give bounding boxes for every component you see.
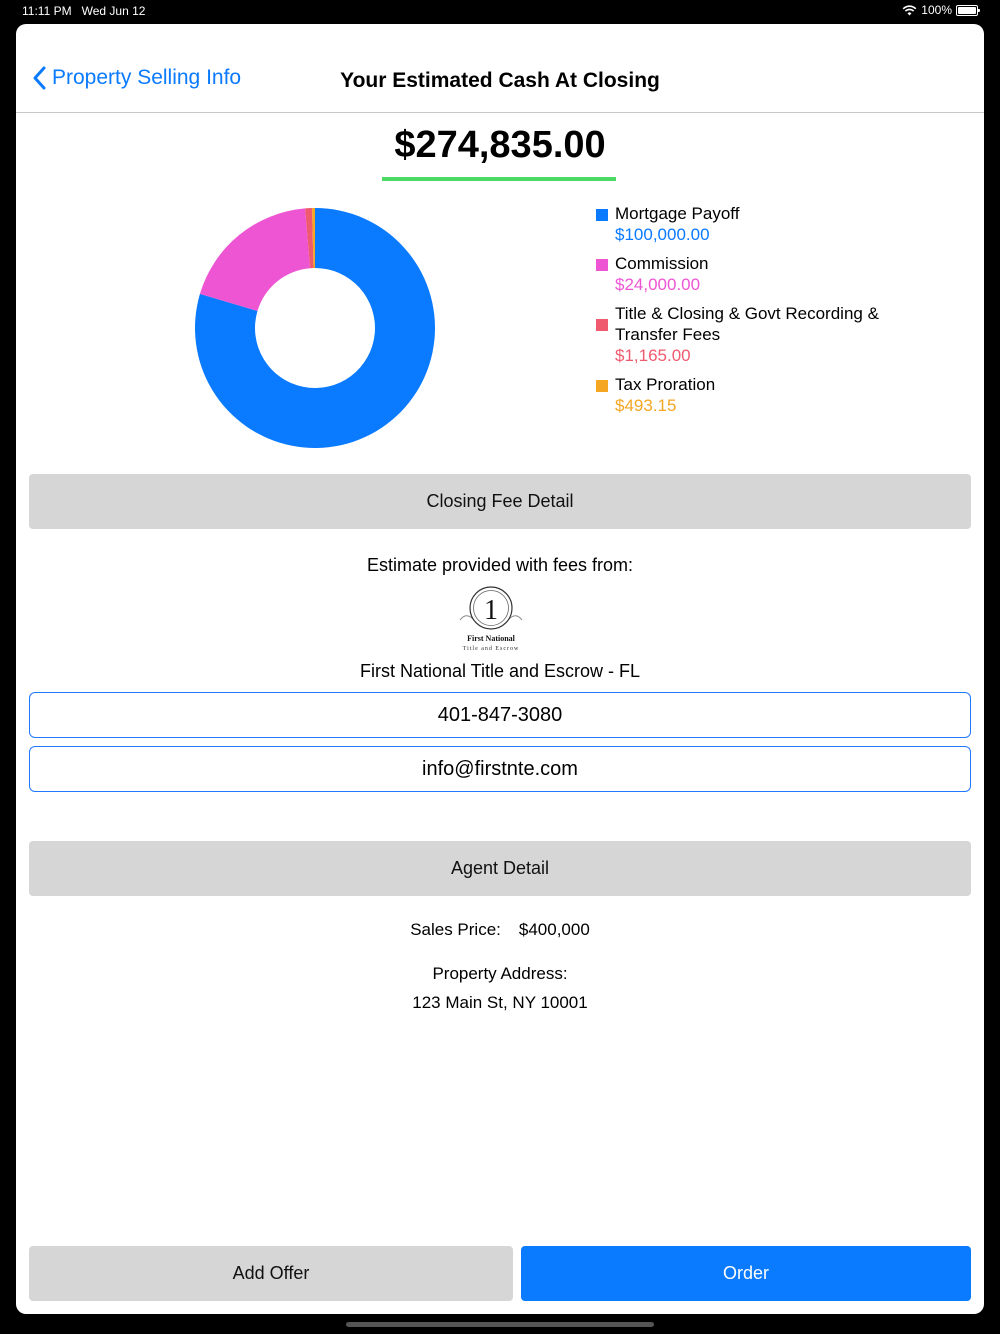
company-logo-graphic: [446, 584, 536, 654]
phone-field[interactable]: 401-847-3080: [29, 692, 971, 738]
legend-value: $493.15: [615, 396, 677, 415]
legend-item-mortgage-payoff: [594, 203, 934, 245]
legend-value: $1,165.00: [615, 346, 691, 365]
donut-chart: [194, 207, 436, 449]
legend-label: Commission: [615, 254, 709, 273]
legend-item-title-closing-fees: [594, 303, 934, 366]
closing-fee-detail-button[interactable]: Closing Fee Detail: [29, 474, 971, 529]
legend-item-commission: [594, 253, 934, 295]
legend-swatch: [596, 319, 608, 331]
amount-underline: [382, 177, 616, 181]
chart-legend: [594, 203, 934, 424]
sales-price-label: Sales Price:: [410, 920, 501, 939]
status-bar: [0, 0, 1000, 22]
battery-percent: 100%: [921, 3, 952, 17]
sales-price-value: $400,000: [518, 920, 590, 939]
order-button[interactable]: Order: [521, 1246, 971, 1301]
legend-value: $100,000.00: [615, 225, 710, 244]
svg-text:1: 1: [484, 595, 498, 626]
agent-detail-button[interactable]: Agent Detail: [29, 841, 971, 896]
navigation-bar: [16, 24, 984, 113]
estimate-provided-text: Estimate provided with fees from:: [366, 555, 634, 575]
property-address-label: Property Address:: [432, 964, 568, 983]
email-field[interactable]: info@firstnte.com: [29, 746, 971, 792]
page-title: Your Estimated Cash At Closing: [340, 69, 660, 92]
property-address-value: 123 Main St, NY 10001: [412, 993, 588, 1012]
logo-wordmark-line2: Title and Escrow: [462, 646, 520, 652]
legend-label: Title & Closing & Govt Recording & Transfer Fees: [615, 304, 879, 344]
sales-price-row: [16, 920, 984, 940]
legend-swatch: [596, 380, 608, 392]
legend-item-tax-proration: [594, 374, 934, 416]
legend-label: Mortgage Payoff: [615, 204, 740, 223]
donut-slice-commission: [200, 208, 310, 311]
wifi-icon: [902, 5, 917, 16]
estimated-cash-amount: $274,835.00: [394, 124, 606, 166]
legend-swatch: [596, 209, 608, 221]
company-logo: [446, 584, 536, 654]
legend-swatch: [596, 259, 608, 271]
add-offer-button[interactable]: Add Offer: [29, 1246, 513, 1301]
company-name: First National Title and Escrow - FL: [359, 661, 641, 681]
legend-value: $24,000.00: [615, 275, 701, 294]
legend-label: Tax Proration: [615, 375, 716, 394]
home-indicator: [346, 1322, 654, 1327]
cash-at-closing-sheet: [16, 24, 984, 1314]
status-time: 11:11 PM Wed Jun 12: [22, 4, 146, 18]
status-right: [902, 3, 978, 17]
back-button-label: Property Selling Info: [52, 66, 242, 89]
battery-icon: [956, 5, 978, 16]
logo-wordmark-line1: First National: [467, 634, 515, 643]
